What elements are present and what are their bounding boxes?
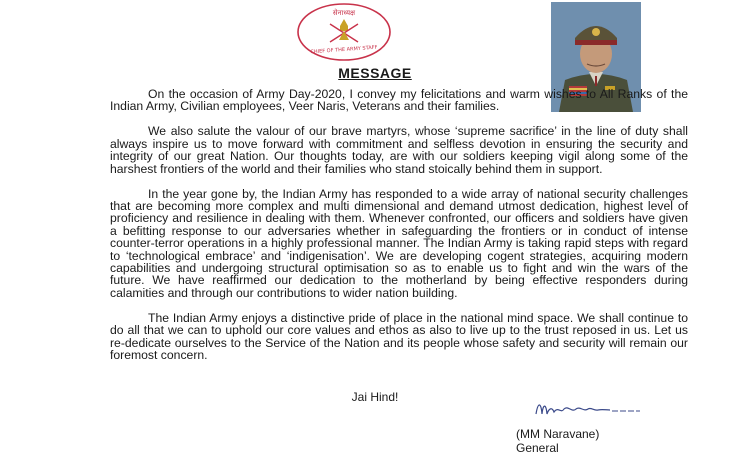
paragraph: The Indian Army enjoys a distinctive pride of place in the national mind space. We shall continue to do all that we can to uphold our core values and ethos as also to live up to the trust reposed in us. Let us re-dedicate ourselves to the Service of the Nation and its people whose safety and security will remain our foremost concern. (110, 310, 688, 363)
page-title: MESSAGE (338, 65, 412, 81)
paragraph: On the occasion of Army Day-2020, I convey my felicitations and warm wishes to All Ranks of the Indian Army, Civilian employees, Veer Naris, Veterans and their families. (110, 87, 688, 114)
paragraph: In the year gone by, the Indian Army has responded to a wide array of national security challenges that are becoming more complex and multi dimensional and demand utmost dedication, highest level of proficiency and resilience in dealing with them. Whenever confronted, our officers and soldiers have given a befitting response to our adversaries whether in safeguarding the frontiers or in conduct of intense counter-terror operations in a highly professional manner. The Indian Army is taking rapid steps with regard to ‘technological embrace’ and ‘indigenisation’. We are developing cogent strategies, acquiring modern capabilities and undergoing structural optimisation so as to enable us to fight and win the wars of the future. We have reaffirmed our dedication to the motherland by being effective responders during calamities and through our contributions to wider nation building. (110, 186, 688, 300)
message-body (110, 88, 688, 374)
closing-salutation: Jai Hind! (351, 390, 399, 404)
signer-name: (MM Naravane) (516, 427, 600, 441)
paragraph: We also salute the valour of our brave martyrs, whose ‘supreme sacrifice’ in the line of duty shall always inspire us to move forward with commitment and selfless devotion in ensuring the security and integrity of our great Nation. Our thoughts today, are with our soldiers keeping vigil along some of the harshest frontiers of the world and their families who stand stoically behind them in support. (110, 124, 688, 176)
handwritten-signature (528, 398, 688, 420)
seal-english-text: CHIEF OF THE ARMY STAFF (310, 44, 378, 56)
army-chief-seal (296, 2, 392, 62)
seal-hindi-text: सेनाध्यक्ष (332, 9, 356, 17)
signer-rank: General (516, 441, 559, 455)
